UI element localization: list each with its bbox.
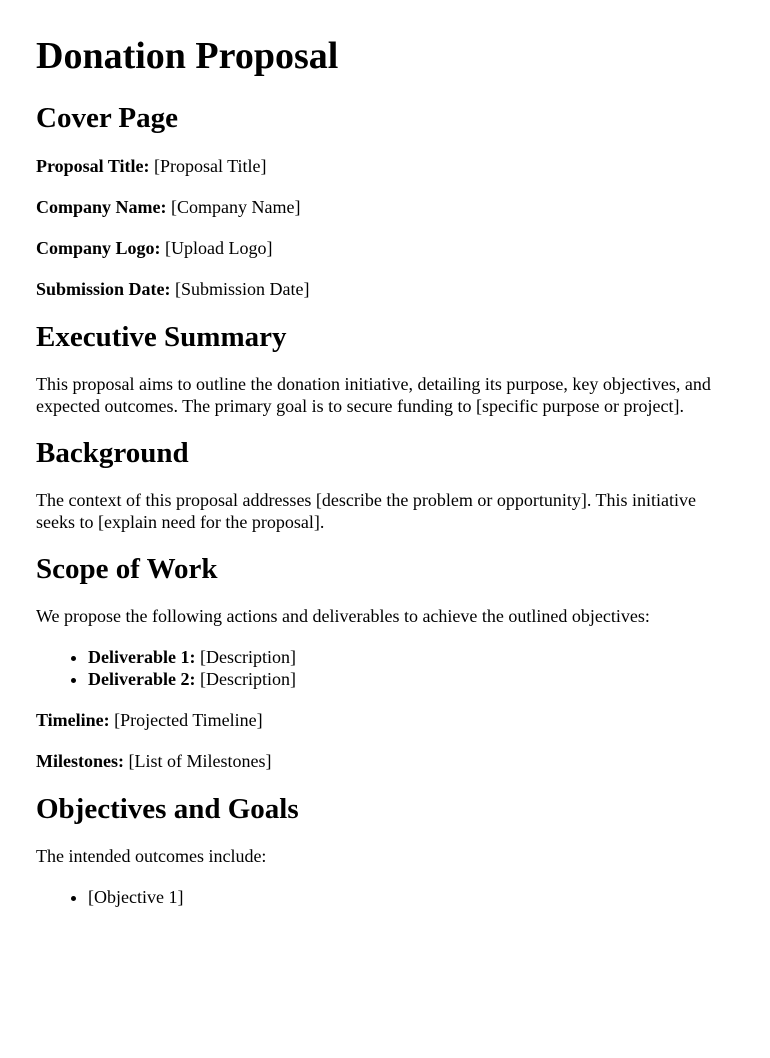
cover-heading: Cover Page [36,102,178,134]
deliverable-label: Deliverable 1: [88,647,196,667]
deliverable-label: Deliverable 2: [88,669,196,689]
field-value: [Upload Logo] [165,238,273,258]
field-label: Milestones: [36,751,124,771]
field-value: [Proposal Title] [154,156,267,176]
list-item: • [Objective 1] [88,886,734,908]
scope-intro: We propose the following actions and deliverables to achieve the outlined objectives: [36,606,650,626]
field-value: [List of Milestones] [128,751,272,771]
objectives-heading: Objectives and Goals [36,793,299,825]
field-label: Company Name: [36,197,167,217]
executive-summary-heading: Executive Summary [36,321,287,353]
field-label: Submission Date: [36,279,171,299]
document-title: Donation Proposal [36,35,339,77]
field-value: [Submission Date] [175,279,310,299]
company-logo-field [36,237,734,259]
company-name-field [36,196,734,218]
list-item [88,646,734,668]
objectives-intro: The intended outcomes include: [36,846,267,866]
list-item [88,668,734,690]
field-label: Proposal Title: [36,156,150,176]
background-text: The context of this proposal addresses [describe the problem or opportunity]. This initiative seeks to [explain need for the proposal]. [36,490,697,532]
field-label: Timeline: [36,710,110,730]
proposal-title-field [36,155,734,177]
submission-date-field [36,278,734,300]
scope-heading: Scope of Work [36,553,218,585]
field-label: Company Logo: [36,238,161,258]
deliverable-value: [Description] [199,647,296,667]
field-value: [Projected Timeline] [114,710,263,730]
deliverables-list [36,646,734,690]
executive-summary-text: This proposal aims to outline the donation initiative, detailing its purpose, key objectives, and expected outcomes. The primary goal is to secure funding to [specific purpose or project]. [36,374,711,416]
background-heading: Background [36,437,189,469]
field-value: [Company Name] [171,197,301,217]
timeline-field [36,709,734,731]
milestones-field [36,750,734,772]
objectives-list [36,886,734,908]
deliverable-value: [Description] [199,669,296,689]
document-page [0,34,770,908]
